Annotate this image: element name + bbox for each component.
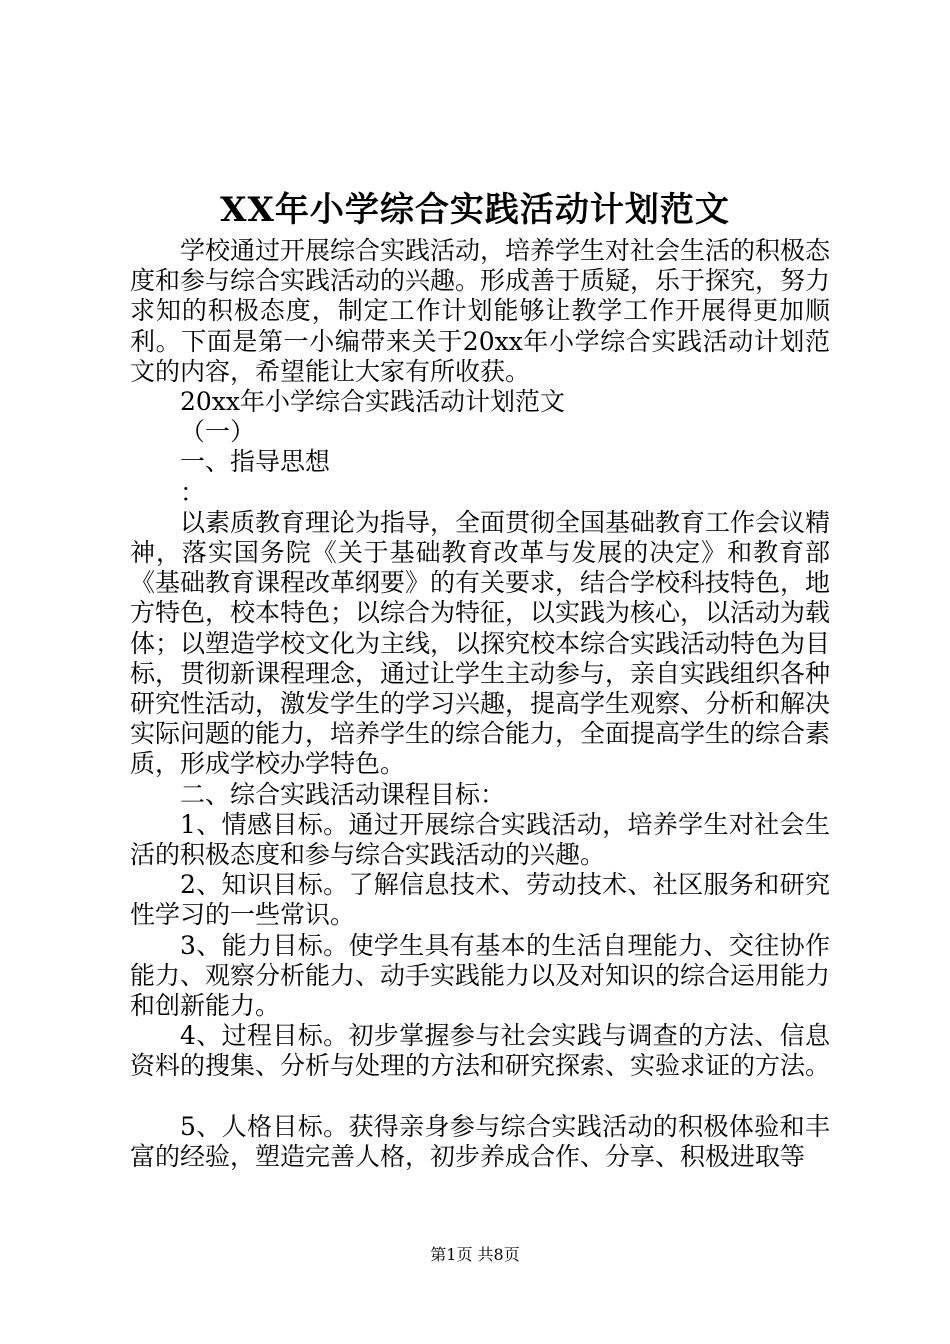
section-heading-guiding-thought: 一、指导思想 xyxy=(180,447,331,477)
page-footer: 第1页 共8页 xyxy=(430,1245,520,1264)
colon-line: ： xyxy=(180,477,206,507)
guiding-thought-paragraph: 以素质教育理论为指导，全面贯彻全国基础教育工作会议精神，落实国务院《关于基础教育改革与发展的决定》和教育部《基础教育课程改革纲要》的有关要求，结合学校科技特色，地方特色，校本特色；以综合为特征，以实践为核心，以活动为载体；以塑造学校文化为主线，以探究校本综合实践活动特色为目标，贯彻新课程理念，通过让学生主动参与，亲自实践组织各种研究性活动，激发学生的学习兴趣，提高学生观察、分析和解决实际问题的能力，培养学生的综合能力，全面提高学生的综合素质，形成学校办学特色。 xyxy=(130,507,831,779)
goal-ability-paragraph: 3、能力目标。使学生具有基本的生活自理能力、交往协作能力、观察分析能力、动手实践能力以及对知识的综合运用能力和创新能力。 xyxy=(130,930,831,1021)
goal-personality-paragraph: 5、人格目标。获得亲身参与综合实践活动的积极体验和丰富的经验，塑造完善人格，初步养成合作、分享、积极进取等 xyxy=(130,1111,830,1171)
document-body xyxy=(130,236,830,1172)
document-title: XX年小学综合实践活动计划范文 xyxy=(220,190,730,230)
goal-emotion-paragraph: 1、情感目标。通过开展综合实践活动，培养学生对社会生活的积极态度和参与综合实践活动的兴趣。 xyxy=(130,809,830,870)
intro-paragraph: 学校通过开展综合实践活动，培养学生对社会生活的积极态度和参与综合实践活动的兴趣。形成善于质疑，乐于探究，努力求知的积极态度，制定工作计划能够让教学工作开展得更加顺利。下面是第一小编带来关于20xx年小学综合实践活动计划范文的内容，希望能让大家有所收获。 xyxy=(130,236,831,386)
section-heading-plan: 20xx年小学综合实践活动计划范文 xyxy=(180,387,566,417)
goal-process-paragraph: 4、过程目标。初步掌握参与社会实践与调查的方法、信息资料的搜集、分析与处理的方法和研究探索、实验求证的方法。 xyxy=(130,1021,831,1081)
goal-knowledge-paragraph: 2、知识目标。了解信息技术、劳动技术、社区服务和研究性学习的一些常识。 xyxy=(130,870,830,930)
section-heading-course-goals: 二、综合实践活动课程目标： xyxy=(180,779,506,809)
section-number: （一） xyxy=(180,417,256,447)
